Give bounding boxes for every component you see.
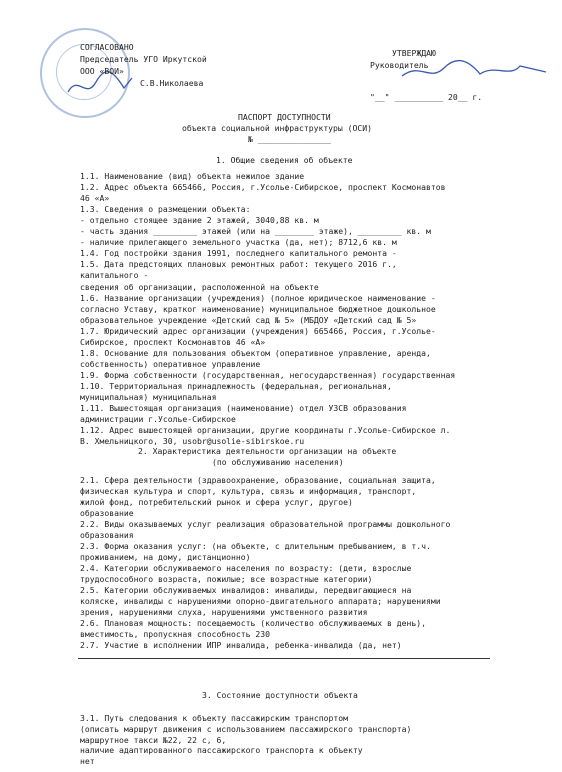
doc-number: № _______________	[248, 134, 331, 144]
s1-line: 1.12. Адрес вышестоящей организации, другие координаты г.Усолье-Сибирское л.	[80, 425, 451, 436]
s1-line: Сибирское, проспект Космонавтов 46 «А»	[80, 336, 266, 347]
s1-line: 1.1. Наименование (вид) объекта нежилое здание	[80, 171, 305, 181]
s2-line: образования	[80, 530, 134, 540]
s1-line: сведения об организации, расположенной на объекте	[80, 281, 319, 292]
s2-line: 2.1. Сфера деятельности (здравоохранение, образование, социальная защита,	[80, 475, 436, 485]
s2-line: 2.6. Плановая мощность: посещаемость (количество обслуживаемых в день),	[80, 618, 426, 628]
s1-line: 46 «А»	[80, 193, 110, 204]
s1-line: 1.8. Основание для пользования объектом (оперативное управление, аренда,	[80, 347, 431, 358]
s1-line: 1.10. Территориальная принадлежность (федеральная, региональная,	[80, 380, 392, 391]
doc-title: ПАСПОРТ ДОСТУПНОСТИ	[238, 112, 331, 122]
s1-line: 1.4. Год постройки здания 1991, последнего капитального ремонта -	[80, 248, 397, 259]
s1-line: - наличие прилегающего земельного участка (да, нет); 8712,6 кв. м	[80, 237, 397, 248]
s1-line: администрации г.Усолье-Сибирское	[80, 414, 236, 425]
s2-line: физическая культура и спорт, культура, связь и информация, транспорт,	[80, 486, 417, 496]
s2-line: жилой фонд, потребительский рынок и сфера услуг, другое)	[80, 497, 353, 507]
s2-line: 2.7. Участие в исполнении ИПР инвалида, ребенка-инвалида (да, нет)	[80, 640, 402, 650]
s1-line: 1.9. Форма собственности (государственная, негосударственная) государственная	[80, 369, 456, 380]
s1-line: согласно Уставу, кратког наименование) муниципальное бюджетное дошкольное	[80, 303, 436, 314]
s1-line: 1.5. Дата предстоящих плановых ремонтных работ: текущего 2016 г.,	[80, 259, 397, 270]
approval-right-title: УТВЕРЖДАЮ	[392, 48, 436, 58]
approval-left-org: ООО «ВОИ»	[80, 66, 124, 76]
s1-line: муниципальная) муниципальная	[80, 392, 217, 402]
s1-line: капитального -	[80, 270, 149, 281]
approval-left-title: СОГЛАСОВАНО	[80, 42, 134, 52]
s2-line: трудоспособного возраста, пожилые; все возрастные категории)	[80, 574, 373, 584]
s1-line: образовательное учреждение «Детский сад № 5» (МБДОУ «Детский сад № 5»	[80, 314, 417, 325]
s2-line: образование	[80, 508, 134, 518]
s2-line: коляске, инвалиды с нарушениями опорно-двигательного аппарата; нарушениями	[80, 596, 441, 606]
s1-line: 1.3. Сведения о размещении объекта:	[80, 204, 251, 215]
s2-line: проживанием, на дому, дистанционно)	[80, 552, 251, 562]
s2-line: вместимость, пропускная способность 230	[80, 629, 271, 639]
section-2-heading: 2. Характеристика деятельности организации на объекте	[138, 446, 397, 456]
s3-line: 3.1. Путь следования к объекту пассажирским транспортом	[80, 713, 349, 723]
s1-line: 1.7. Юридический адрес организации (учреждения) 665466, Россия, г.Усолье-	[80, 325, 436, 336]
approval-left-position: Председатель УГО Иркутской	[80, 54, 207, 64]
approval-right-position: Руководитель	[370, 60, 429, 70]
s2-line: 2.4. Категории обслуживаемого населения по возрасту: (дети, взрослые	[80, 563, 412, 573]
s1-line: собственность) оперативное управление	[80, 358, 261, 369]
s1-line: 1.6. Название организации (учреждения) (полное юридическое наименование -	[80, 292, 436, 303]
s3-line: маршрутное такси №22, 22 с, 6,	[80, 734, 227, 745]
s1-line: В. Хмельницкого, 30, usobr@usolie-sibirskoe.ru	[80, 436, 305, 447]
section-1-heading: 1. Общие сведения об объекте	[216, 155, 353, 165]
s2-line: зрения, нарушениями слуха, нарушениями умственного развития	[80, 607, 368, 617]
s3-line: нет	[80, 756, 95, 767]
section-2-subheading: (по обслуживанию населения)	[212, 457, 344, 467]
s1-line: 1.2. Адрес объекта 665466, Россия, г.Усолье-Сибирское, проспект Космонавтов	[80, 182, 446, 193]
s3-line: наличие адаптированного пассажирского транспорта к объекту	[80, 745, 363, 756]
s1-line: - отдельно стоящее здание 2 этажей, 3040,88 кв. м	[80, 215, 319, 226]
s1-line: - часть здания _________ этажей (или на ________ этаже), _________ кв. м	[80, 226, 431, 237]
s2-line: 2.5. Категории обслуживаемых инвалидов: инвалиды, передвигающиеся на	[80, 585, 412, 595]
s2-line: 2.2. Виды оказываемых услуг реализация образовательной программы дошкольного	[80, 519, 451, 529]
s2-line: 2.3. Форма оказания услуг: (на объекте, с длительным пребыванием, в т.ч.	[80, 541, 431, 551]
doc-subtitle: объекта социальной инфраструктуры (ОСИ)	[182, 123, 373, 133]
approval-right-date: "__" __________ 20__ г.	[370, 92, 483, 102]
approval-left-name: С.В.Николаева	[140, 78, 204, 88]
section-3-heading: 3. Состояние доступности объекта	[202, 690, 358, 700]
s3-line: (описать маршрут движения с использованием пассажирского транспорта)	[80, 723, 412, 734]
s1-line: 1.11. Вышестоящая организация (наименование) отдел УЗСВ образования	[80, 403, 407, 414]
section-divider	[78, 658, 490, 659]
